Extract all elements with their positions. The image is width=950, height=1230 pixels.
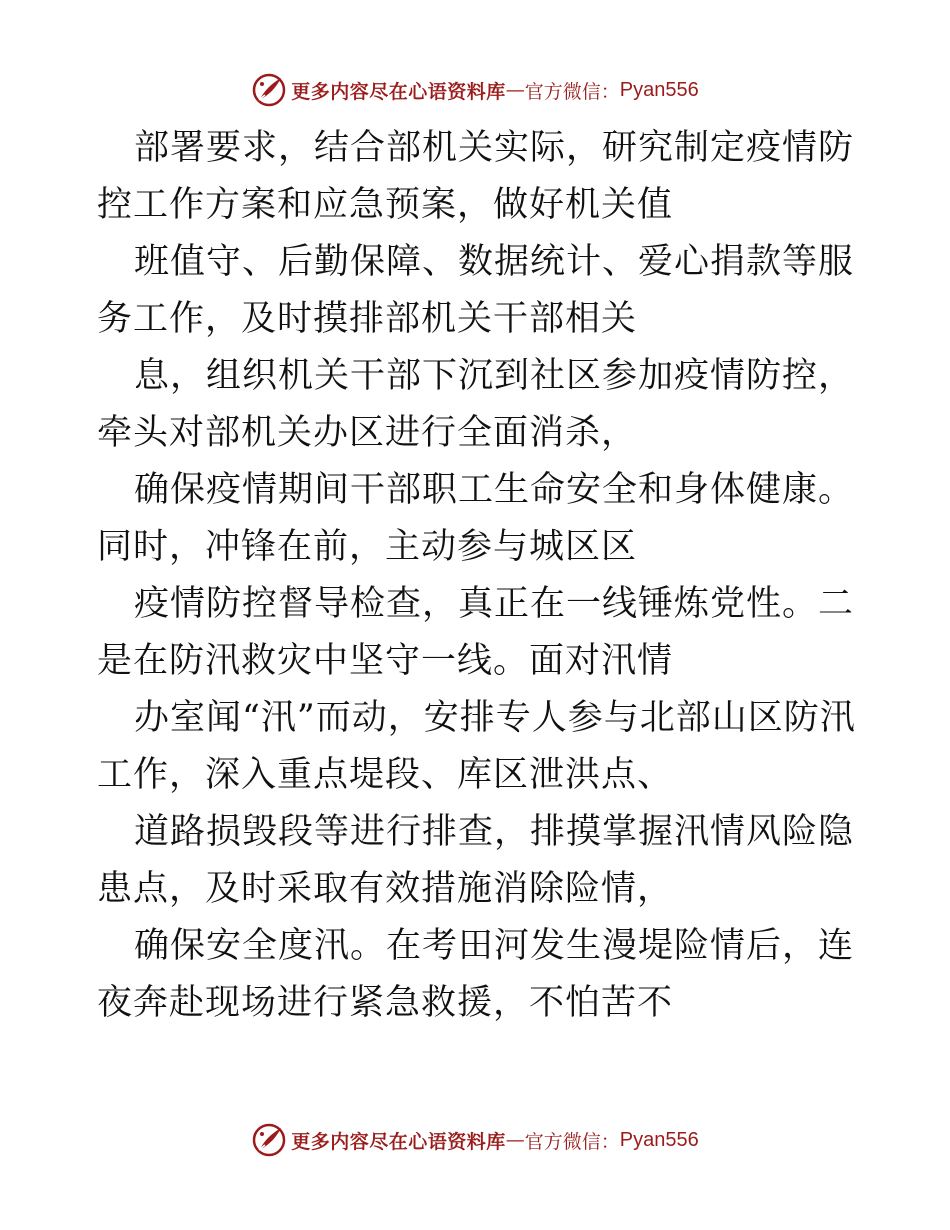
quill-pen-logo-icon [251,1122,287,1158]
paragraph: 疫情防控督导检查，真正在一线锤炼党性。二是在防汛救灾中坚守一线。面对汛情 [97,584,855,681]
paragraph: 部署要求，结合部机关实际，研究制定疫情防控工作方案和应急预案，做好机关值 [97,128,855,225]
header-wechat-id: Pyan556 [619,78,699,101]
header-brand-text: 更多内容尽在心语资料库 [291,80,506,103]
footer-wechat-label: 官方微信： [524,1130,620,1153]
footer-brand-text: 更多内容尽在心语资料库 [291,1130,506,1153]
header-separator: — [505,79,525,101]
page-footer-watermark [0,1120,950,1160]
paragraph: 确保安全度汛。在考田河发生漫堤险情后，连夜奔赴现场进行紧急救援，不怕苦不 [97,926,855,1023]
document-body [97,120,857,1032]
footer-wechat-id: Pyan556 [619,1128,699,1151]
page-header-watermark [0,70,950,110]
paragraph: 确保疫情期间干部职工生命安全和身体健康。同时，冲锋在前，主动参与城区区 [97,470,855,567]
footer-separator: — [505,1129,525,1151]
paragraph: 息，组织机关干部下沉到社区参加疫情防控，牵头对部机关办区进行全面消杀， [97,356,855,453]
header-wechat-label: 官方微信： [524,80,620,103]
paragraph: 道路损毁段等进行排查，排摸掌握汛情风险隐患点，及时采取有效措施消除险情， [97,812,855,909]
quill-pen-logo-icon [251,72,287,108]
paragraph: 办室闻“汛”而动，安排专人参与北部山区防汛工作，深入重点堤段、库区泄洪点、 [97,698,856,795]
paragraph: 班值守、后勤保障、数据统计、爱心捐款等服务工作，及时摸排部机关干部相关 [97,242,855,339]
